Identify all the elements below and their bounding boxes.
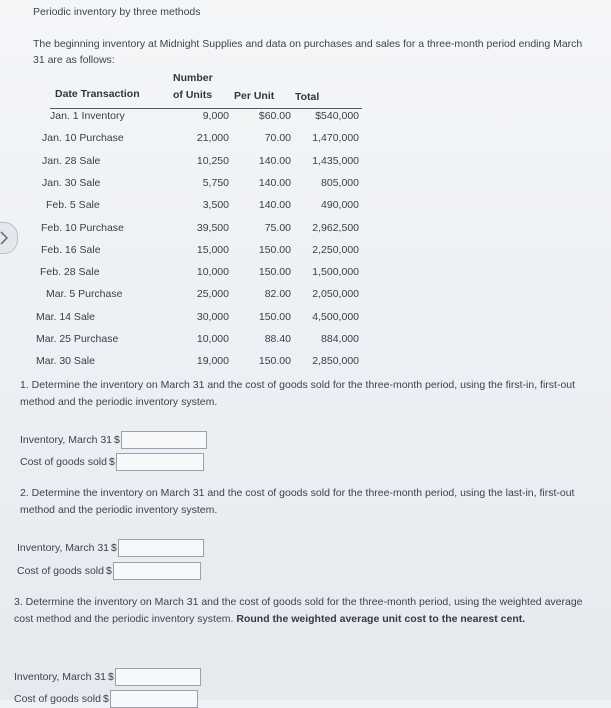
q3-cogs-row (14, 690, 198, 708)
table-row (0, 177, 611, 197)
row-date-transaction: Mar. 5 Purchase (46, 288, 123, 301)
row-per-unit: 140.00 (258, 154, 291, 167)
table-row (0, 333, 611, 353)
table-row (0, 355, 611, 375)
question-3-main: 3. Determine the inventory on March 31 and the cost of goods sold for the three-month period, using the weighted average cost method and the periodic inventory system. (14, 596, 583, 625)
table-row (0, 222, 611, 242)
table-row (0, 110, 611, 130)
row-total: 1,470,000 (312, 132, 359, 145)
q2-inventory-currency: $ (111, 542, 117, 554)
problem-title: Periodic inventory by three methods (33, 6, 201, 18)
row-total: 490,000 (321, 199, 359, 212)
q1-cogs-input[interactable] (116, 453, 204, 471)
q3-inventory-input[interactable] (115, 668, 201, 686)
row-date-transaction: Feb. 16 Sale (41, 243, 101, 256)
row-date-transaction: Mar. 30 Sale (36, 355, 95, 368)
row-total: 1,435,000 (312, 154, 359, 167)
header-total: Total (295, 91, 320, 103)
table-row (0, 155, 611, 175)
row-per-unit: 88.40 (264, 333, 291, 345)
question-2-text: 2. Determine the inventory on March 31 and the cost of goods sold for the three-month period, using the last-in, first-out method and the periodic inventory system. (20, 487, 575, 516)
table-row (0, 311, 611, 331)
q3-inventory-row (14, 668, 201, 686)
header-rule (50, 108, 362, 109)
row-per-unit: 140.00 (258, 199, 291, 212)
q3-inventory-currency: $ (108, 671, 114, 683)
row-date-transaction: Jan. 1 Inventory (50, 110, 125, 122)
q3-cogs-label: Cost of goods sold (14, 693, 101, 705)
q1-inventory-row (20, 431, 207, 449)
row-units: 5,750 (202, 176, 229, 189)
row-total: 884,000 (321, 333, 359, 345)
row-total: 2,050,000 (312, 288, 359, 301)
q2-inventory-row (17, 539, 204, 557)
header-per-unit: Per Unit (234, 90, 275, 102)
q1-inventory-input[interactable] (121, 431, 207, 449)
header-date-transaction: Date Transaction (55, 88, 140, 100)
row-date-transaction: Mar. 25 Purchase (36, 333, 119, 345)
q2-inventory-label: Inventory, March 31 (17, 542, 110, 554)
row-date-transaction: Jan. 28 Sale (42, 154, 101, 167)
table-row (0, 132, 611, 152)
question-3-rounding-note: Round the weighted average unit cost to the nearest cent. (236, 613, 526, 625)
q1-cogs-row (20, 453, 204, 471)
row-per-unit: 75.00 (264, 221, 291, 234)
row-total: $540,000 (315, 110, 359, 122)
row-units: 9,000 (202, 110, 229, 122)
row-date-transaction: Jan. 30 Sale (42, 176, 101, 189)
q3-cogs-input[interactable] (110, 690, 198, 708)
row-total: 805,000 (321, 176, 359, 189)
row-per-unit: 70.00 (264, 132, 291, 145)
row-units: 25,000 (196, 288, 229, 301)
header-number: Number (173, 72, 213, 84)
row-total: 1,500,000 (312, 266, 359, 279)
q3-cogs-currency: $ (102, 693, 109, 705)
row-units: 10,000 (196, 266, 229, 279)
header-of-units: of Units (173, 89, 213, 101)
transactions-table (0, 68, 611, 368)
table-row (0, 266, 611, 286)
table-row (0, 288, 611, 308)
row-units: 30,000 (196, 310, 229, 323)
row-per-unit: 150.00 (258, 266, 291, 279)
row-units: 10,000 (196, 333, 229, 345)
row-date-transaction: Feb. 10 Purchase (41, 221, 124, 234)
row-date-transaction: Feb. 28 Sale (40, 266, 100, 279)
q1-cogs-currency: $ (108, 456, 115, 468)
q2-cogs-row (17, 562, 201, 580)
question-3-text (14, 594, 602, 628)
q1-inventory-label: Inventory, March 31 (20, 434, 113, 446)
question-1-text: 1. Determine the inventory on March 31 and the cost of goods sold for the three-month period, using the first-in, first-out method and the periodic inventory system. (20, 379, 576, 408)
row-units: 19,000 (196, 355, 229, 368)
row-units: 15,000 (196, 243, 229, 256)
q2-cogs-label: Cost of goods sold (17, 565, 104, 577)
table-row (0, 244, 611, 264)
chevron-right-icon (0, 230, 10, 246)
row-per-unit: 150.00 (258, 355, 291, 368)
q2-cogs-currency: $ (105, 565, 112, 577)
row-total: 2,962,500 (312, 221, 359, 234)
row-total: 2,250,000 (312, 243, 359, 256)
row-units: 3,500 (202, 199, 229, 212)
row-units: 10,250 (196, 154, 229, 167)
row-total: 2,850,000 (312, 355, 359, 368)
row-total: 4,500,000 (312, 310, 359, 323)
table-row (0, 199, 611, 219)
row-date-transaction: Mar. 14 Sale (36, 310, 95, 323)
q3-inventory-label: Inventory, March 31 (14, 671, 107, 683)
q2-cogs-input[interactable] (113, 562, 201, 580)
row-per-unit: 150.00 (258, 243, 291, 256)
q1-inventory-currency: $ (114, 434, 120, 446)
row-units: 21,000 (196, 132, 229, 145)
problem-intro: The beginning inventory at Midnight Supplies and data on purchases and sales for a three-month period ending March 31 are as follows: (33, 38, 583, 66)
row-date-transaction: Jan. 10 Purchase (42, 132, 124, 145)
row-units: 39,500 (196, 221, 229, 234)
row-date-transaction: Feb. 5 Sale (46, 199, 100, 212)
row-per-unit: 140.00 (258, 176, 291, 189)
q1-cogs-label: Cost of goods sold (20, 456, 107, 468)
row-per-unit: 82.00 (264, 288, 291, 301)
row-per-unit: 150.00 (258, 310, 291, 323)
row-per-unit: $60.00 (258, 110, 291, 122)
q2-inventory-input[interactable] (118, 539, 204, 557)
